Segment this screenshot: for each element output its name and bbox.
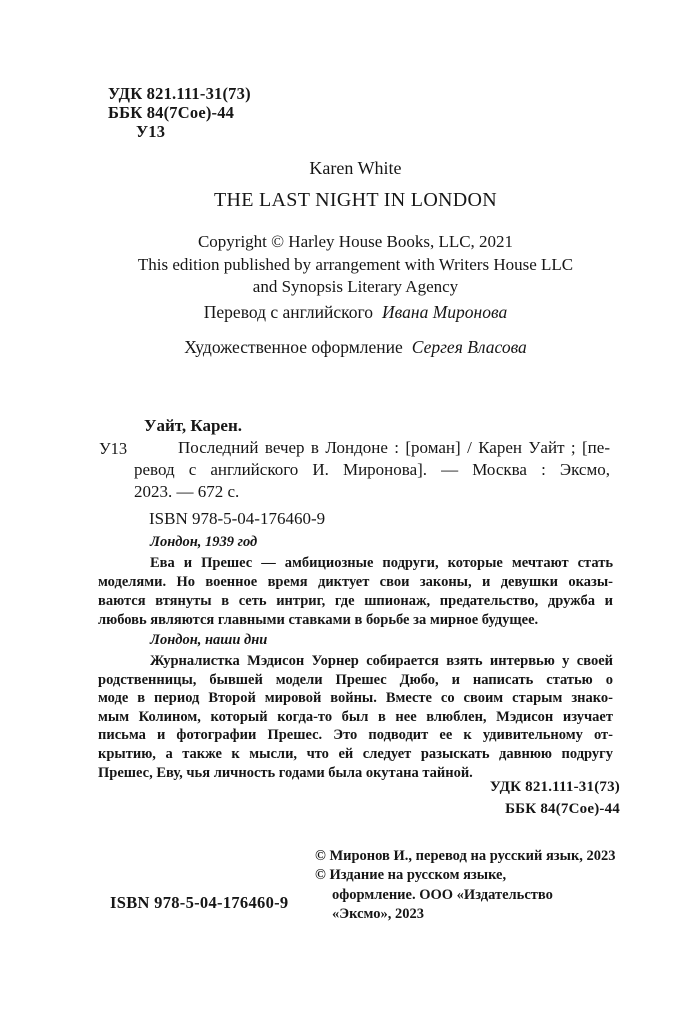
catalog-author-heading: Уайт, Карен. [144, 416, 242, 435]
annotation-heading-today: Лондон, наши дни [150, 632, 268, 648]
translator-name: Ивана Миронова [382, 302, 508, 322]
bbk-code-bottom: ББК 84(7Сое)-44 [505, 800, 620, 817]
design-credit [98, 337, 613, 358]
catalog-description: Последний вечер в Лондоне : [роман] / Карен Уайт ; [пе- ревод с английского И. Миронова]. — Москва : Эксмо, 2023. — 672 с. [134, 438, 610, 501]
original-title: THE LAST NIGHT IN LONDON [213, 189, 498, 211]
bottom-classification-codes [490, 777, 620, 820]
footer-isbn: ISBN 978-5-04-176460-9 [110, 893, 289, 912]
bbk-code: ББК 84(7Сое)-44 [108, 103, 235, 122]
footer-copyright-block [315, 847, 625, 924]
annotation-paragraph-2: Журналистка Мэдисон Уорнер собирается взять интервью у своей родственницы, бывшей модели Прешес Дюбо, и написать статью о моде в период Второй мировой войны. Вместе со своим старым знако- мым Колином, который когда-то был в нее влюблен, Мэдисон изучает письма и фотографии Прешес. Это подводит ее к удивительному от- крытию, а также к мысли, что ей следует разыскать давнюю подругу Прешес, Еву, чья личность годами была окутана тайной. [98, 653, 613, 781]
original-copyright-block: Copyright © Harley House Books, LLC, 2021 This edition published by arrangement with Writers House LLC and Synopsis Literary Agency [137, 232, 574, 296]
annotation-block [98, 534, 613, 782]
design-credit-prefix: Художественное оформление [184, 337, 403, 357]
translation-credit [98, 302, 613, 323]
copyright-translation-entry: © Миронов И., перевод на русский язык, 2023 [315, 848, 616, 864]
annotation-heading-1939: Лондон, 1939 год [150, 534, 258, 550]
annotation-paragraph-1: Ева и Прешес — амбициозные подруги, которые мечтают стать моделями. Но военное время диктует свои законы, и девушки оказы- ваются втянуты в сеть интриг, где шпионаж, предательство, дружба и любовь являются главными ставками в борьбе за мирное будущее. [98, 555, 613, 628]
catalog-isbn: ISBN 978-5-04-176460-9 [149, 509, 326, 528]
udk-code: УДК 821.111-31(73) [108, 84, 251, 103]
author-sign-code: У13 [136, 122, 166, 141]
udk-code-bottom: УДК 821.111-31(73) [489, 779, 620, 795]
top-classification-codes [108, 84, 251, 141]
copyright-publisher-entry: © Издание на русском языке, оформление. ООО «Издательство «Эксмо», 2023 [315, 867, 553, 922]
translation-credit-prefix: Перевод с английского [203, 302, 374, 322]
original-author: Karen White [309, 158, 402, 178]
catalog-author-code: У13 [99, 439, 128, 458]
designer-name: Сергея Власова [411, 337, 527, 357]
